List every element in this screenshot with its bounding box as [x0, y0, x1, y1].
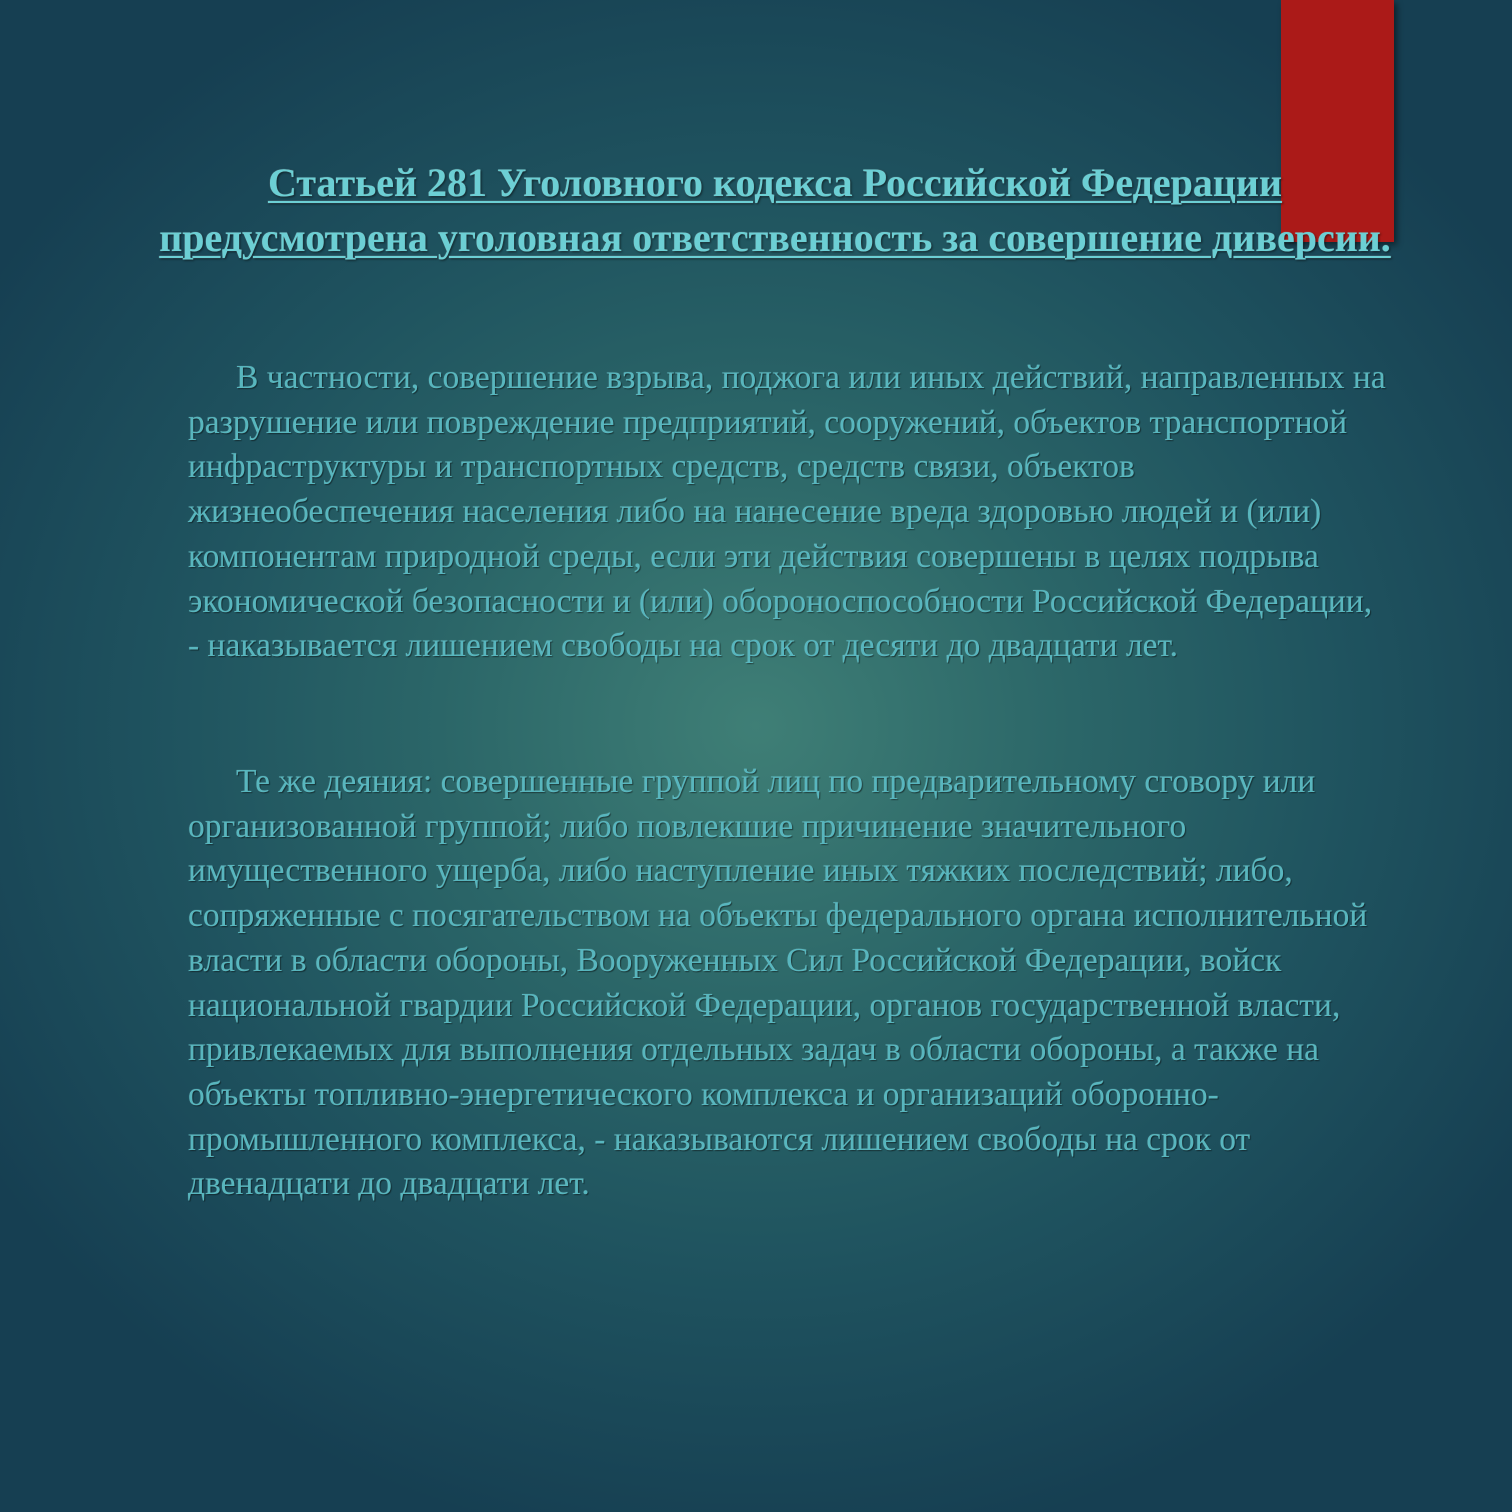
page-title: Статьей 281 Уголовного кодекса Российской Федерации предусмотрена уголовная ответственность за совершение диверсии.: [159, 160, 1391, 260]
paragraph-2: Те же деяния: совершенные группой лиц по предварительному сговору или организованной группой; либо повлекшие причинение значительного имущественного ущерба, либо наступление иных тяжких последствий; либо, сопряженные с посягательством на объекты федерального органа исполнительной власти в области обороны, Вооруженных Сил Российской Федерации, войск национальной гвардии Российской Федерации, органов государственной власти, привлекаемых для выполнения отдельных задач в области обороны, а также на объекты топливно-энергетического комплекса и организаций оборонно-промышленного комплекса, - наказываются лишением свободы на срок от двенадцати до двадцати лет.: [188, 763, 1368, 1203]
paragraph-1: В частности, совершение взрыва, поджога или иных действий, направленных на разрушение или повреждение предприятий, сооружений, объектов транспортной инфраструктуры и транспортных средств, средств связи, объектов жизнеобеспечения населения либо на нанесение вреда здоровью людей и (или) компонентам природной среды, если эти действия совершены в целях подрыва экономической безопасности и (или) обороноспособности Российской Федерации, - наказывается лишением свободы на срок от десяти до двадцати лет.: [188, 359, 1386, 665]
